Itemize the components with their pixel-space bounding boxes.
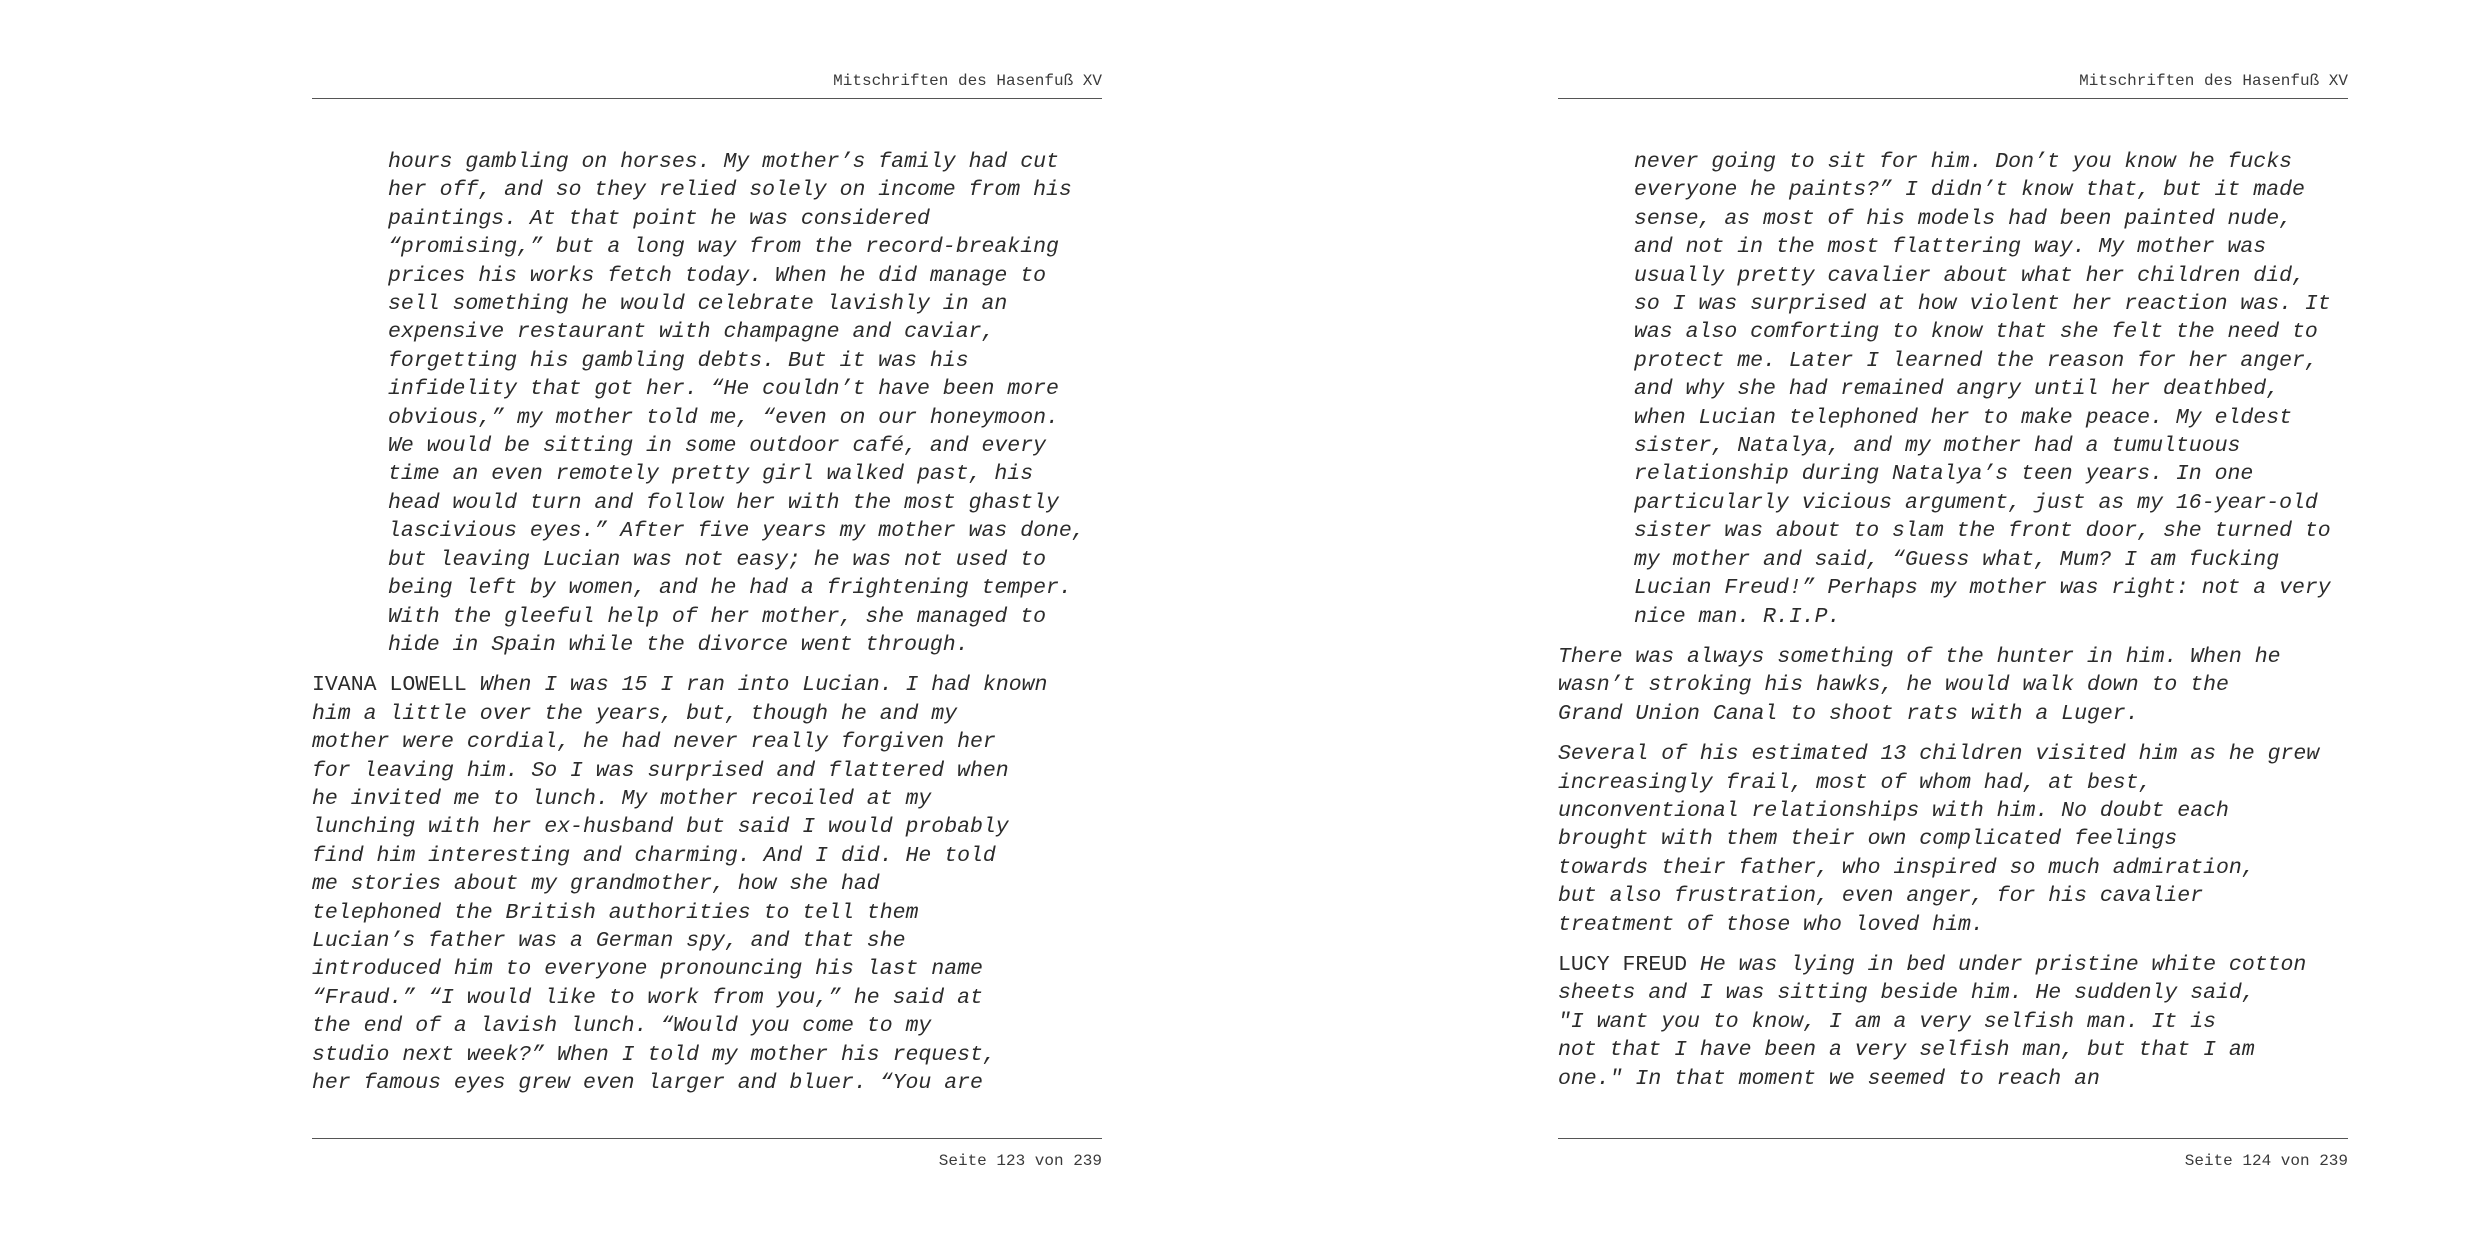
text-line: “Fraud.” “I would like to work from you,” he said at	[312, 985, 983, 1010]
paragraph	[312, 671, 1102, 1097]
header-rule	[312, 98, 1102, 99]
text-line: expensive restaurant with champagne and caviar,	[388, 320, 995, 345]
text-line: telephoned the British authorities to tell them	[312, 900, 919, 925]
text-line: relationship during Natalya’s teen years. In one	[1634, 462, 2254, 487]
right-page	[1558, 0, 2348, 1240]
text-line: him a little over the years, but, though he and my	[312, 701, 958, 726]
text-line: so I was surprised at how violent her reaction was. It	[1634, 292, 2331, 317]
text-line: hours gambling on horses. My mother’s family had cut	[388, 150, 1059, 174]
text-line: studio next week?” When I told my mother his request,	[312, 1042, 996, 1067]
text-line: lascivious eyes.” After five years my mother was done,	[388, 519, 1085, 544]
text-span: When I was 15 I ran into Lucian. I had known	[479, 673, 1048, 698]
text-line: head would turn and follow her with the most ghastly	[388, 490, 1059, 515]
text-line: unconventional relationships with him. No doubt each	[1558, 798, 2229, 823]
paragraph	[1558, 148, 2348, 631]
page-footer: Seite 123 von 239	[938, 1152, 1102, 1170]
text-line: was also comforting to know that she felt the need to	[1634, 320, 2318, 345]
text-line: Several of his estimated 13 children visited him as he grew	[1558, 742, 2320, 767]
text-line: increasingly frail, most of whom had, at best,	[1558, 770, 2152, 795]
text-line: Lucian’s father was a German spy, and that she	[312, 928, 906, 953]
text-line: usually pretty cavalier about what her children did,	[1634, 263, 2305, 288]
text-line: find him interesting and charming. And I did. He told	[312, 843, 996, 868]
page-header: Mitschriften des Hasenfuß XV	[2079, 72, 2348, 90]
text-line: sense, as most of his models had been painted nude,	[1634, 206, 2293, 231]
text-line: sheets and I was sitting beside him. He suddenly said,	[1558, 981, 2255, 1006]
text-line: lunching with her ex-husband but said I would probably	[312, 815, 1009, 840]
text-line: the end of a lavish lunch. “Would you come to my	[312, 1014, 932, 1039]
text-line: and why she had remained angry until her deathbed,	[1634, 377, 2280, 402]
text-line: her famous eyes grew even larger and bluer. “You are	[312, 1071, 983, 1095]
text-line: but leaving Lucian was not easy; he was not used to	[388, 547, 1047, 572]
page-header: Mitschriften des Hasenfuß XV	[833, 72, 1102, 90]
paragraph	[1558, 740, 2348, 939]
text-line: and not in the most flattering way. My mother was	[1634, 235, 2267, 260]
text-line: everyone he paints?” I didn’t know that, but it made	[1634, 178, 2305, 203]
text-line: never going to sit for him. Don’t you know he fucks	[1634, 150, 2293, 174]
page-content	[1558, 148, 2348, 1105]
text-line: he invited me to lunch. My mother recoiled at my	[312, 786, 932, 811]
text-line: particularly vicious argument, just as my 16-year-old	[1634, 490, 2318, 515]
text-line: time an even remotely pretty girl walked past, his	[388, 462, 1034, 487]
text-span: He was lying in bed under pristine white cotton	[1699, 952, 2307, 977]
text-line: Grand Union Canal to shoot rats with a Luger.	[1558, 701, 2139, 726]
text-line: nice man. R.I.P.	[1634, 604, 1841, 629]
paragraph	[1558, 951, 2348, 1093]
text-line: obvious,” my mother told me, “even on our honeymoon.	[388, 405, 1059, 430]
header-rule	[1558, 98, 2348, 99]
left-page	[312, 0, 1102, 1240]
text-line: sister was about to slam the front door, she turned to	[1634, 519, 2331, 544]
text-line: but also frustration, even anger, for his cavalier	[1558, 884, 2204, 909]
paragraph	[312, 148, 1102, 659]
text-line	[1558, 951, 2348, 979]
text-line: for leaving him. So I was surprised and flattered when	[312, 758, 1009, 783]
text-line: mother were cordial, he had never really forgiven her	[312, 730, 996, 755]
text-line: not that I have been a very selfish man, but that I am	[1558, 1038, 2255, 1063]
text-line: her off, and so they relied solely on income from his	[388, 178, 1072, 203]
paragraph	[1558, 643, 2348, 728]
text-line: me stories about my grandmother, how she had	[312, 872, 880, 897]
text-line: There was always something of the hunter in him. When he	[1558, 644, 2281, 669]
text-line: treatment of those who loved him.	[1558, 912, 1984, 937]
text-line: infidelity that got her. “He couldn’t have been more	[388, 377, 1059, 402]
footer-rule	[1558, 1138, 2348, 1139]
text-line: We would be sitting in some outdoor café, and every	[388, 434, 1047, 459]
text-line: “promising,” but a long way from the record-breaking	[388, 235, 1059, 260]
text-line: sister, Natalya, and my mother had a tumultuous	[1634, 434, 2241, 459]
text-line: With the gleeful help of her mother, she managed to	[388, 604, 1047, 629]
text-line: sell something he would celebrate lavishly in an	[388, 292, 1008, 317]
text-line: when Lucian telephoned her to make peace. My eldest	[1634, 405, 2293, 430]
text-line: my mother and said, “Guess what, Mum? I am fucking	[1634, 547, 2280, 572]
text-line: "I want you to know, I am a very selfish man. It is	[1558, 1009, 2217, 1034]
text-line: forgetting his gambling debts. But it was his	[388, 348, 969, 373]
speaker-name: LUCY FREUD	[1558, 952, 1688, 977]
text-line: introduced him to everyone pronouncing his last name	[312, 957, 983, 982]
text-line: paintings. At that point he was considered	[388, 206, 930, 231]
text-line	[312, 671, 1102, 699]
page-content	[312, 148, 1102, 1109]
text-line: wasn’t stroking his hawks, he would walk down to the	[1558, 673, 2229, 698]
text-line: Lucian Freud!” Perhaps my mother was right: not a very	[1634, 576, 2331, 601]
text-line: one." In that moment we seemed to reach an	[1558, 1066, 2100, 1091]
text-line: protect me. Later I learned the reason for her anger,	[1634, 348, 2318, 373]
text-line: being left by women, and he had a frightening temper.	[388, 576, 1072, 601]
text-line: brought with them their own complicated feelings	[1558, 827, 2178, 852]
text-line: prices his works fetch today. When he did manage to	[388, 263, 1047, 288]
footer-rule	[312, 1138, 1102, 1139]
text-line: towards their father, who inspired so much admiration,	[1558, 855, 2255, 880]
page-footer: Seite 124 von 239	[2184, 1152, 2348, 1170]
text-line: hide in Spain while the divorce went through.	[388, 632, 969, 657]
speaker-name: IVANA LOWELL	[312, 673, 467, 698]
